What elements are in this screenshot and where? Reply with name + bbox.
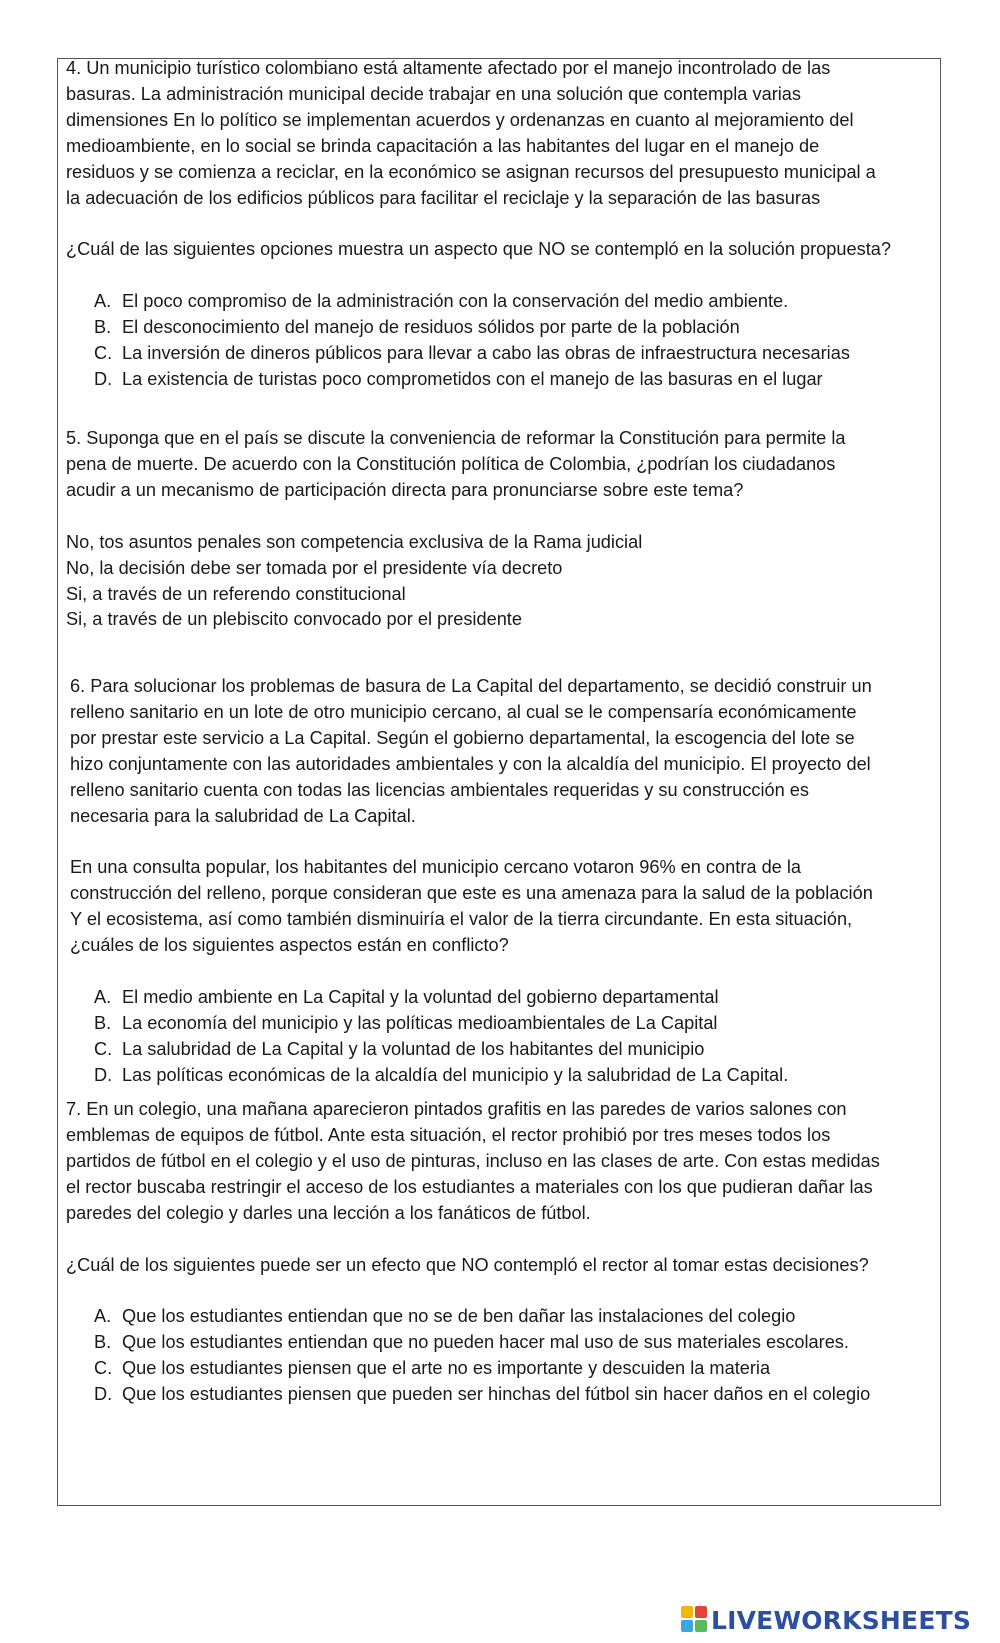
q4-option-a[interactable]: A. El poco compromiso de la administración con la conservación del medio ambiente. [94,291,789,312]
liveworksheets-logo[interactable] [681,1605,971,1635]
q4-option-c[interactable]: C. La inversión de dineros públicos para llevar a cabo las obras de infraestructura necesarias [94,343,850,364]
q4-stem-line: dimensiones En lo político se implementan acuerdos y ordenanzas en cuanto al mejoramiento del [66,109,854,130]
question-4 [66,56,938,393]
q6-stem2-line: Y el ecosistema, así como también disminuiría el valor de la tierra circundante. En esta situación, [70,909,853,930]
q7-option-a[interactable]: A. Que los estudiantes entiendan que no se de ben dañar las instalaciones del colegio [94,1306,796,1327]
q7-question: ¿Cuál de los siguientes puede ser un efecto que NO contempló el rector al tomar estas decisiones? [66,1254,869,1275]
q5-option[interactable]: No, tos asuntos penales son competencia exclusiva de la Rama judicial [66,531,643,552]
q6-stem2-line: ¿cuáles de los siguientes aspectos están en conflicto? [70,935,509,956]
q7-option-c[interactable]: C. Que los estudiantes piensen que el arte no es importante y descuiden la materia [94,1358,771,1379]
q7-option-b[interactable]: B. Que los estudiantes entiendan que no pueden hacer mal uso de sus materiales escolares. [94,1332,849,1353]
liveworksheets-blocks-icon [681,1606,709,1634]
q7-stem-line: paredes del colegio y darles una lección a los fanáticos de fútbol. [66,1202,591,1223]
q6-option-c[interactable]: C. La salubridad de La Capital y la voluntad de los habitantes del municipio [94,1038,705,1059]
q4-stem-line: 4. Un municipio turístico colombiano está altamente afectado por el manejo incontrolado de las [66,58,831,78]
question-6 [70,674,942,1089]
q5-option[interactable]: Si, a través de un plebiscito convocado por el presidente [66,609,522,630]
q4-question: ¿Cuál de las siguientes opciones muestra un aspecto que NO se contempló en la solución propuesta? [66,239,891,260]
q6-stem2-line: construcción del relleno, porque consideran que este es una amenaza para la salud de la población [70,883,873,904]
q6-option-d[interactable]: D. Las políticas económicas de la alcaldía del municipio y la salubridad de La Capital. [94,1064,789,1085]
q6-option-b[interactable]: B. La economía del municipio y las políticas medioambientales de La Capital [94,1012,718,1033]
q5-option[interactable]: Si, a través de un referendo constitucional [66,583,406,604]
q4-options [66,289,938,393]
q5-stem-line: acudir a un mecanismo de participación directa para pronunciarse sobre este tema? [66,479,744,500]
q6-stem-line: relleno sanitario cuenta con todas las licencias ambientales requeridas y su construcción es [70,779,810,800]
q6-stem-line: hizo conjuntamente con las autoridades ambientales y con la alcaldía del municipio. El proyecto del [70,753,871,774]
q4-stem-line: la adecuación de los edificios públicos para facilitar el reciclaje y la separación de las basuras [66,187,821,208]
q6-option-a[interactable]: A. El medio ambiente en La Capital y la voluntad del gobierno departamental [94,987,719,1008]
q6-options [66,985,942,1089]
q6-stem-line: por prestar este servicio a La Capital. Según el gobierno departamental, la escogencia del lote se [70,727,855,748]
q4-stem-line: residuos y se comienza a reciclar, en la económico se asignan recursos del presupuesto municipal a [66,161,876,182]
q6-stem-line: necesaria para la salubridad de La Capital. [70,805,416,826]
q6-stem-line: 6. Para solucionar los problemas de basura de La Capital del departamento, se decidió construir un [70,676,872,696]
q4-stem-line: medioambiente, en lo social se brinda capacitación a las habitantes del lugar en el manejo de [66,135,820,156]
q5-option[interactable]: No, la decisión debe ser tomada por el presidente vía decreto [66,557,563,578]
q6-stem2-line: En una consulta popular, los habitantes del municipio cercano votaron 96% en contra de la [70,857,802,878]
question-7 [66,1097,938,1408]
q5-stem-line: pena de muerte. De acuerdo con la Constitución política de Colombia, ¿podrían los ciudadanos [66,453,836,474]
q4-option-b[interactable]: B. El desconocimiento del manejo de residuos sólidos por parte de la población [94,317,740,338]
question-5 [66,426,938,633]
q6-stem-line: relleno sanitario en un lote de otro municipio cercano, al cual se le compensaría económicamente [70,701,857,722]
q7-options [66,1304,938,1408]
q5-stem-line: 5. Suponga que en el país se discute la conveniencia de reformar la Constitución para permite la [66,428,846,448]
q7-stem-line: 7. En un colegio, una mañana aparecieron pintados grafitis en las paredes de varios salones con [66,1099,847,1119]
q7-option-d[interactable]: D. Que los estudiantes piensen que pueden ser hinchas del fútbol sin hacer daños en el colegio [94,1384,871,1405]
q4-option-d[interactable]: D. La existencia de turistas poco comprometidos con el manejo de las basuras en el lugar [94,369,823,390]
q7-stem-line: el rector buscaba restringir el acceso de los estudiantes a materiales con los que pudieran dañar las [66,1176,873,1197]
q4-stem-line: basuras. La administración municipal decide trabajar en una solución que contempla varias [66,83,801,104]
brand-name: LIVEWORKSHEETS [711,1605,972,1635]
q7-stem-line: partidos de fútbol en el colegio y el uso de pinturas, incluso en las clases de arte. Con estas medidas [66,1150,880,1171]
q7-stem-line: emblemas de equipos de fútbol. Ante esta situación, el rector prohibió por tres meses todos los [66,1124,831,1145]
